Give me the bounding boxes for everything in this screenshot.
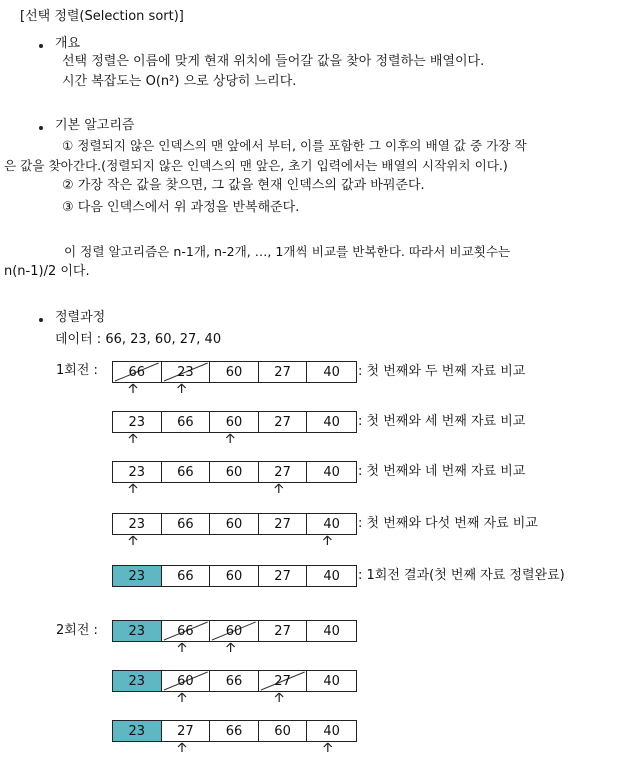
array-cell: [210, 621, 259, 641]
data-line: 데이터 : 66, 23, 60, 27, 40: [55, 332, 222, 347]
cell-value: 23: [128, 673, 146, 689]
array-row: [112, 461, 357, 483]
cell-value: 40: [323, 516, 340, 532]
array-cell: [259, 462, 308, 482]
array-cell: [210, 514, 259, 534]
cell-value: 60: [274, 723, 291, 739]
cell-value: 27: [274, 516, 291, 532]
array-row: [112, 670, 357, 692]
cell-value: 23: [128, 623, 146, 639]
cell-value: 66: [225, 673, 243, 689]
array-cell: [307, 514, 356, 534]
array-cell: [259, 514, 308, 534]
step-note: : 첫 번째와 세 번째 자료 비교: [358, 414, 526, 429]
cell-value: 40: [323, 673, 340, 689]
cell-value: 27: [274, 568, 291, 584]
cell-value: 40: [323, 623, 340, 639]
array-cell: [113, 514, 162, 534]
step-note: : 첫 번째와 다섯 번째 자료 비교: [358, 516, 538, 531]
cell-value: 60: [225, 516, 243, 532]
array-cell: [113, 412, 162, 432]
swap-arrow-icon: [177, 742, 333, 752]
cell-value: 23: [128, 516, 146, 532]
cell-value: 66: [177, 568, 194, 584]
bullet-icon: [39, 126, 43, 130]
cell-value: 27: [274, 414, 291, 430]
algorithm-step-1: ① 정렬되지 않은 인덱스의 맨 앞에서 부터, 이를 포함한 그 이후의 배열 값 중 가장 작: [62, 138, 527, 153]
swap-arrow-icon: [128, 483, 284, 493]
cell-value: 60: [225, 414, 243, 430]
algorithm-step-2: ② 가장 작은 값을 찾으면, 그 값을 현재 인덱스의 값과 바꿔준다.: [62, 178, 425, 193]
sorted-cell: [113, 671, 162, 691]
step-note: : 첫 번째와 두 번째 자료 비교: [358, 364, 526, 379]
array-row: [112, 720, 357, 742]
array-row: [112, 565, 357, 587]
pass-2-label: 2회전 :: [56, 623, 98, 638]
array-row: [112, 411, 357, 433]
process-heading: 정렬과정: [55, 310, 106, 325]
swap-arrow-icon: [177, 692, 284, 702]
array-row: [112, 620, 357, 642]
array-cell: [259, 621, 308, 641]
cell-value: 66: [177, 414, 194, 430]
array-cell: [307, 412, 356, 432]
array-cell: [307, 566, 356, 586]
array-cell: [210, 362, 259, 382]
cell-value: 60: [225, 464, 243, 480]
cell-value: 60: [177, 673, 194, 689]
cell-value: 40: [323, 414, 340, 430]
array-row: [112, 361, 357, 383]
array-cell: [210, 412, 259, 432]
cell-value: 27: [274, 673, 291, 689]
bullet-icon: [39, 44, 43, 48]
sorted-cell: [113, 621, 162, 641]
cell-value: 40: [323, 464, 340, 480]
cell-value: 40: [323, 364, 340, 380]
array-cell: [307, 462, 356, 482]
array-cell: [210, 462, 259, 482]
array-cell: [113, 462, 162, 482]
array-cell: [259, 362, 308, 382]
sorted-cell: [113, 566, 162, 586]
cell-value: 27: [274, 623, 291, 639]
cell-value: 66: [177, 516, 194, 532]
swap-arrow-icon: [177, 642, 236, 652]
swap-arrow-icon: [128, 433, 235, 443]
array-cell: [162, 362, 211, 382]
cell-value: 23: [128, 568, 146, 584]
array-cell: [162, 566, 211, 586]
array-cell: [210, 721, 259, 741]
array-cell: [162, 412, 211, 432]
array-cell: [162, 462, 211, 482]
cell-value: 27: [274, 364, 291, 380]
complexity-paragraph: 이 정렬 알고리즘은 n-1개, n-2개, …, 1개씩 비교를 반복한다. 따라서 비교횟수는: [64, 244, 511, 259]
swap-arrow-icon: [128, 535, 332, 545]
array-cell: [259, 412, 308, 432]
cell-value: 23: [177, 364, 194, 380]
cell-value: 23: [128, 464, 146, 480]
cell-value: 40: [323, 723, 340, 739]
array-cell: [113, 362, 162, 382]
cell-value: 23: [128, 414, 146, 430]
swap-arrow-icon: [128, 383, 187, 393]
cell-value: 60: [225, 364, 243, 380]
pass-1-label: 1회전 :: [56, 363, 98, 378]
array-cell: [307, 362, 356, 382]
array-cell: [307, 621, 356, 641]
array-row: [112, 513, 357, 535]
array-cell: [307, 721, 356, 741]
cell-value: 27: [177, 723, 194, 739]
array-cell: [210, 671, 259, 691]
complexity-paragraph-cont: n(n-1)/2 이다.: [4, 264, 90, 279]
cell-value: 66: [177, 623, 194, 639]
array-cell: [162, 621, 211, 641]
cell-value: 66: [177, 464, 194, 480]
algorithm-step-3: ③ 다음 인덱스에서 위 과정을 반복해준다.: [62, 200, 300, 215]
overview-line-2: 시간 복잡도는 O(n²) 으로 상당히 느리다.: [62, 74, 297, 89]
array-cell: [210, 566, 259, 586]
cell-value: 23: [128, 723, 146, 739]
cell-value: 27: [274, 464, 291, 480]
sorted-cell: [113, 721, 162, 741]
bullet-icon: [39, 318, 43, 322]
algorithm-heading: 기본 알고리즘: [55, 118, 135, 133]
cell-value: 66: [128, 364, 146, 380]
array-cell: [259, 566, 308, 586]
step-note: : 첫 번째와 네 번째 자료 비교: [358, 464, 526, 479]
array-cell: [162, 671, 211, 691]
cell-value: 40: [323, 568, 340, 584]
page-title: [선택 정렬(Selection sort)]: [20, 9, 184, 24]
array-cell: [162, 721, 211, 741]
array-cell: [307, 671, 356, 691]
array-cell: [162, 514, 211, 534]
cell-value: 60: [225, 623, 243, 639]
step-note: : 1회전 결과(첫 번째 자료 정렬완료): [358, 568, 565, 583]
cell-value: 66: [225, 723, 243, 739]
overview-line-1: 선택 정렬은 이름에 맞게 현재 위치에 들어갈 값을 찾아 정렬하는 배열이다.: [62, 54, 485, 69]
cell-value: 60: [225, 568, 243, 584]
array-cell: [259, 721, 308, 741]
array-cell: [259, 671, 308, 691]
algorithm-step-1-cont: 은 값을 찾아간다.(정렬되지 않은 인덱스의 맨 앞은, 초기 입력에서는 배열의 시작위치 이다.): [4, 158, 508, 173]
overview-heading: 개요: [55, 36, 81, 51]
